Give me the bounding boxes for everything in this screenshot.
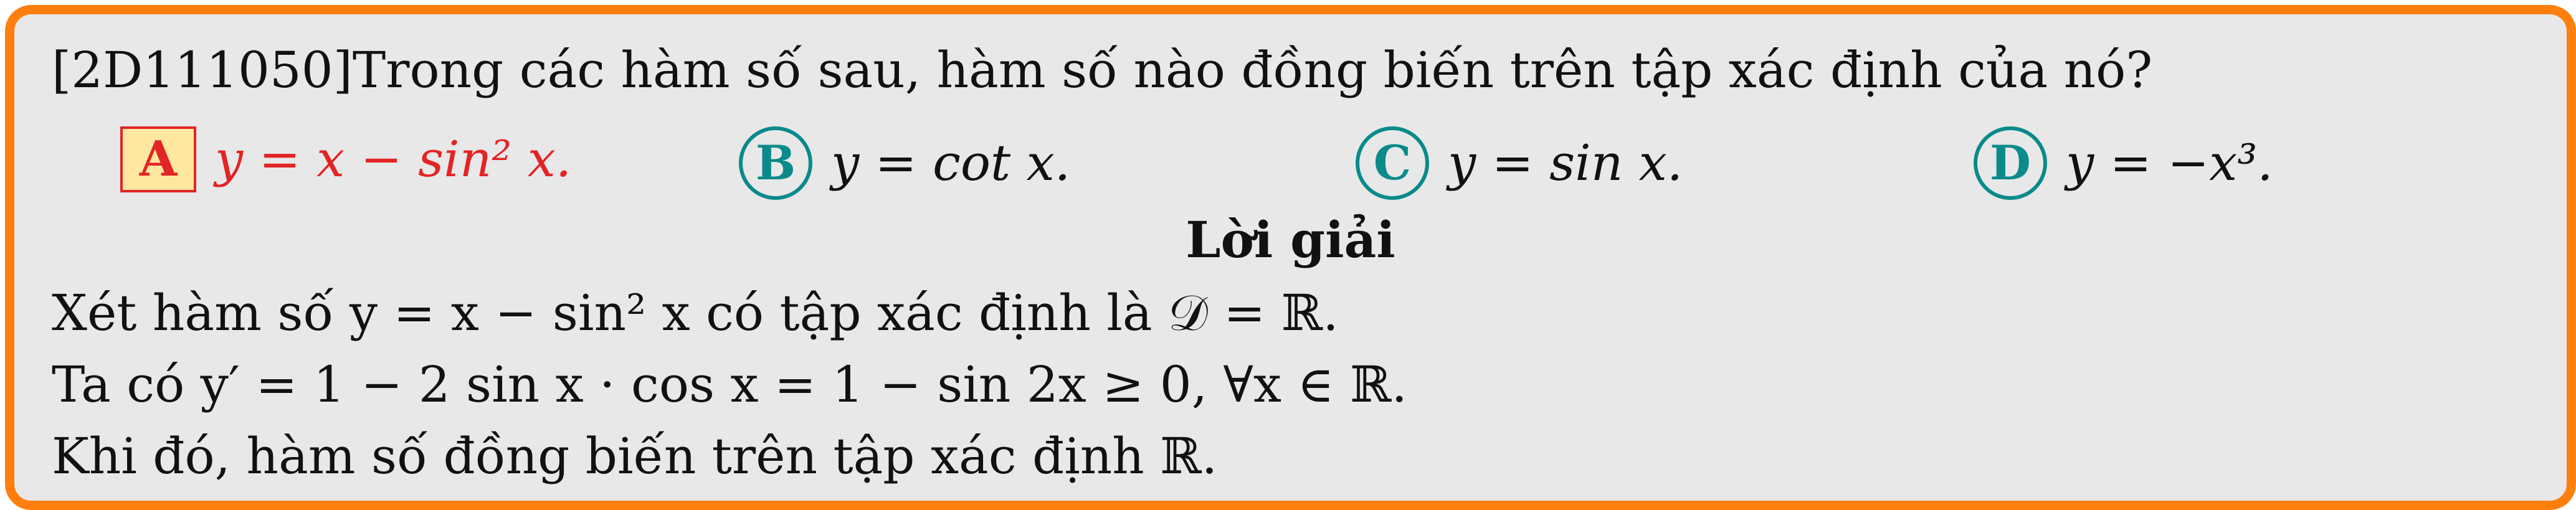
solution-line-2: Ta có y′ = 1 − 2 sin x · cos x = 1 − sin 2x ≥ 0, ∀x ∈ ℝ. xyxy=(52,356,1407,413)
question-card xyxy=(5,5,2576,510)
option-c[interactable] xyxy=(1356,126,1683,200)
option-c-badge[interactable]: C xyxy=(1356,126,1429,200)
option-b-formula: y = cot x. xyxy=(831,134,1071,192)
option-a-formula: y = x − sin² x. xyxy=(215,130,572,188)
option-b[interactable] xyxy=(739,126,1070,200)
option-c-formula: y = sin x. xyxy=(1448,134,1683,192)
question-line xyxy=(52,41,2153,99)
question-text: Trong các hàm số sau, hàm số nào đồng biến trên tập xác định của nó? xyxy=(352,41,2153,99)
option-d-badge[interactable]: D xyxy=(1974,126,2047,200)
option-a[interactable] xyxy=(120,126,571,192)
solution-line-1: Xét hàm số y = x − sin² x có tập xác định là 𝒟 = ℝ. xyxy=(52,284,1339,342)
option-a-badge[interactable]: A xyxy=(120,126,196,192)
solution-heading: Lời giải xyxy=(1186,210,1395,269)
option-d[interactable] xyxy=(1974,126,2273,200)
solution-line-3: Khi đó, hàm số đồng biến trên tập xác định ℝ. xyxy=(52,427,1218,485)
option-b-badge[interactable]: B xyxy=(739,126,812,200)
options-row xyxy=(14,126,2567,195)
option-d-formula: y = −x³. xyxy=(2066,134,2273,192)
question-code: [2D111050] xyxy=(52,41,353,99)
